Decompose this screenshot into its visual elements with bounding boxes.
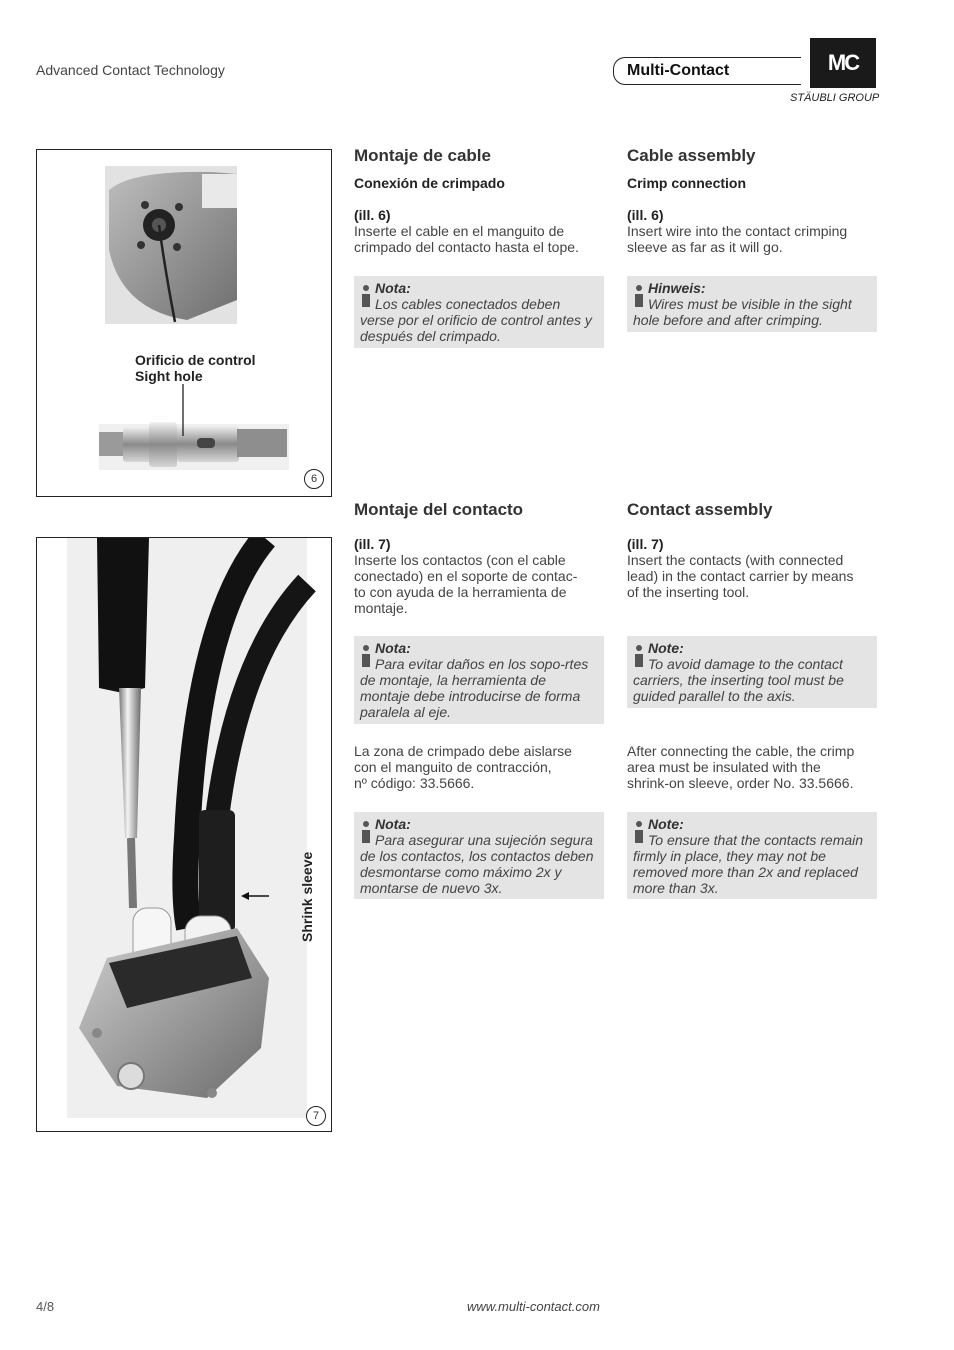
company-logo: MC	[810, 38, 876, 88]
group-name: STÄUBLI GROUP	[790, 92, 880, 104]
info-icon	[360, 816, 372, 844]
section-subtitle: Conexión de crimpado	[354, 175, 505, 191]
section-text: Inserte el cable en el manguito de crimpado del contacto hasta el tope.	[354, 223, 579, 255]
info-icon	[360, 280, 372, 308]
note-text: Wires must be visible in the sight hole before and after crimping.	[633, 296, 852, 328]
note-title: Nota:	[375, 280, 411, 296]
crimp-tool-photo	[37, 150, 331, 496]
note-text: To ensure that the contacts remain firmly in place, they may not be removed more than 2x and replaced more than 3x.	[633, 832, 864, 896]
illustration-ref: (ill. 6)	[354, 207, 391, 223]
cable-assembly-es	[354, 146, 606, 255]
note-box	[354, 812, 604, 899]
note-title: Hinweis:	[648, 280, 706, 296]
header-tagline: Advanced Contact Technology	[36, 62, 225, 78]
figure-6	[36, 149, 332, 497]
cable-assembly-en	[627, 146, 879, 255]
note-title: Note:	[648, 640, 684, 656]
section-title: Contact assembly	[627, 500, 773, 519]
section-subtitle: Crimp connection	[627, 175, 747, 191]
figure-7	[36, 537, 332, 1132]
note-title: Nota:	[375, 816, 411, 832]
insulation-text: After connecting the cable, the crimp area must be insulated with the shrink-on sleeve, order No. 33.5666.	[627, 743, 855, 791]
info-icon	[633, 280, 645, 308]
sight-hole-label	[135, 352, 256, 384]
note-box	[627, 636, 877, 708]
page-number: 4/8	[36, 1299, 55, 1314]
insulation-text: La zona de crimpado debe aislarse con el manguito de contracción, nº código: 33.5666.	[354, 743, 572, 791]
figure-number-7: 7	[306, 1106, 326, 1126]
section-title: Cable assembly	[627, 146, 756, 165]
sight-hole-label-en: Sight hole	[135, 368, 203, 384]
brand-name: Multi-Contact	[627, 62, 730, 79]
note-text: Los cables conectados deben verse por el orificio de control antes y después del crimpado.	[360, 296, 592, 344]
note-text: Para asegurar una sujeción segura de los contactos, los contactos deben desmontarse como máximo 2x y montarse de nuevo 3x.	[360, 832, 594, 896]
note-box	[354, 636, 604, 724]
section-text: Insert the contacts (with connected lead) in the contact carrier by means of the inserting tool.	[627, 552, 854, 600]
note-title: Note:	[648, 816, 684, 832]
note-text: To avoid damage to the contact carriers, the inserting tool must be guided parallel to the axis.	[633, 656, 844, 704]
info-icon	[360, 640, 372, 668]
figure-number-6: 6	[304, 469, 324, 489]
contact-carrier-photo	[37, 538, 331, 1131]
note-box	[627, 812, 877, 899]
note-title: Nota:	[375, 640, 411, 656]
section-text: Inserte los contactos (con el cable conectado) en el soporte de contac- to con ayuda de la herramienta de montaje.	[354, 552, 578, 616]
info-icon	[633, 640, 645, 668]
note-text: Para evitar daños en los sopo-rtes de montaje, la herramienta de montaje debe introducirse de forma paralela al eje.	[360, 656, 589, 720]
info-icon	[633, 816, 645, 844]
note-box	[354, 276, 604, 348]
contact-assembly-en	[627, 500, 879, 600]
website-url: www.multi-contact.com	[467, 1299, 600, 1314]
note-box	[627, 276, 877, 332]
shrink-sleeve-label: Shrink sleeve	[299, 851, 315, 942]
contact-assembly-es	[354, 500, 606, 616]
illustration-ref: (ill. 7)	[627, 536, 664, 552]
illustration-ref: (ill. 6)	[627, 207, 664, 223]
section-title: Montaje del contacto	[354, 500, 524, 519]
section-text: Insert wire into the contact crimping sleeve as far as it will go.	[627, 223, 848, 255]
sight-hole-label-es: Orificio de control	[135, 352, 256, 368]
illustration-ref: (ill. 7)	[354, 536, 391, 552]
section-title: Montaje de cable	[354, 146, 491, 165]
